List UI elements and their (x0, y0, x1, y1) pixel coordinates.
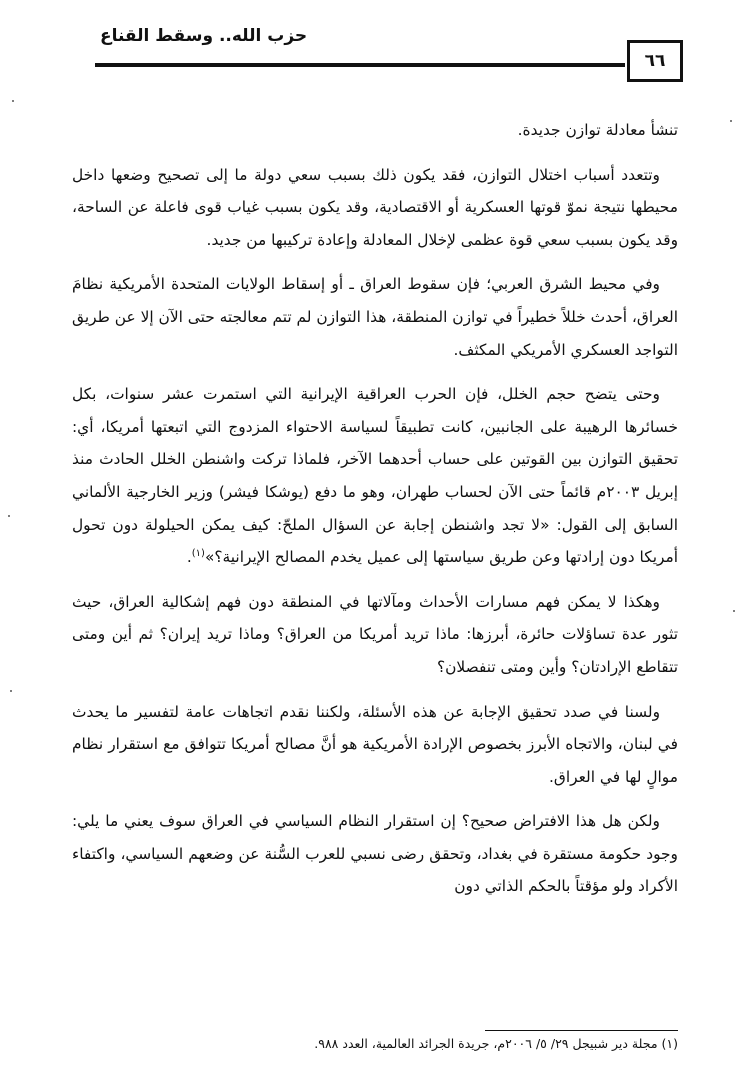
body-text (72, 114, 678, 915)
paragraph-4: وحتى يتضح حجم الخلل، فإن الحرب العراقية الإيرانية التي استمرت عشر سنوات، بكل خسائرها الرهيبة على الجانبين، كانت تطبيقاً لسياسة الاحتواء المزدوج التي اتبعتها أمريكا، أي: تحقيق التوازن بين القوتين على حساب أحدهما الآخر، فلماذا تركت واشنطن الخلل الحادث منذ إبريل ٢٠٠٣م قائماً حتى الآن لحساب طهران، وهو ما دفع (يوشكا فيشر) وزير الخارجية الألماني السابق إلى القول: «لا تجد واشنطن إجابة عن السؤال الملحّ: كيف يمكن الحيلولة دون تحول أمريكا دون إرادتها وعن طريق سياستها إلى عميل يخدم المصالح الإيرانية؟»$^{(١)}$. (72, 385, 678, 567)
scan-speck (10, 690, 12, 692)
scan-speck (730, 120, 732, 122)
scan-speck (8, 515, 10, 517)
paragraph-6: ولسنا في صدد تحقيق الإجابة عن هذه الأسئلة، ولكننا نقدم اتجاهات عامة لتفسير ما يحدث في لبنان، والاتجاه الأبرز بخصوص الإرادة الأمريكية هو أنَّ مصالح أمريكا تتوافق مع استقرار نظام موالٍ لها في العراق. (72, 702, 678, 786)
paragraph-1: تنشأ معادلة توازن جديدة. (517, 121, 678, 139)
footnote-marker: (١) (191, 548, 205, 559)
header-rule (95, 63, 625, 67)
scan-speck (12, 100, 14, 102)
paragraph-7: ولكن هل هذا الافتراض صحيح؟ إن استقرار النظام السياسي في العراق سوف يعني ما يلي: وجود حكومة مستقرة في بغداد، وتحقق رضى نسبي للعرب السُّنة عن وضعهم السياسي، واكتفاء الأكراد ولو مؤقتاً بالحكم الذاتي دون (72, 812, 678, 896)
paragraph-3: وفي محيط الشرق العربي؛ فإن سقوط العراق ـ أو إسقاط الولايات المتحدة الأمريكية نظامَ العراق، أحدث خللاً خطيراً في توازن المنطقة، هذا التوازن لم تتم معالجته حتى الآن إلا عن طريق التواجد العسكري الأمريكي المكثف. (72, 275, 678, 359)
page-number: ٦٦ (627, 40, 683, 82)
footnote-rule (485, 1030, 678, 1031)
paragraph-4-text: وحتى يتضح حجم الخلل، فإن الحرب العراقية الإيرانية التي استمرت عشر سنوات، بكل خسائرها الرهيبة على الجانبين، كانت تطبيقاً لسياسة الاحتواء المزدوج التي اتبعتها أمريكا، أي: تحقيق التوازن بين القوتين على حساب أحدهما الآخر، فلماذا تركت واشنطن الخلل الحادث منذ إبريل ٢٠٠٣م قائماً حتى الآن لحساب طهران، وهو ما دفع (يوشكا فيشر) وزير الخارجية الألماني السابق إلى القول: «لا تجد واشنطن إجابة عن السؤال الملحّ: كيف يمكن الحيلولة دون تحول أمريكا دون إرادتها وعن طريق سياستها إلى عميل يخدم المصالح الإيرانية؟» (72, 385, 678, 567)
footnote: (١) مجلة دير شبيجل ٢٩/ ٥/ ٢٠٠٦م، جريدة الجرائد العالمية، العدد ٩٨٨. (314, 1036, 678, 1051)
book-title: حزب الله.. وسقط القناع (100, 26, 308, 46)
paragraph-2: وتتعدد أسباب اختلال التوازن، فقد يكون ذلك بسبب سعي دولة ما إلى تصحيح وضعها داخل محيطها نتيجة نموّ قوتها العسكرية أو الاقتصادية، وقد يكون بسبب غياب قوى فاعلة عن الساحة، وقد يكون بسبب سعي قوة عظمى لإخلال المعادلة وإعادة تركيبها من جديد. (72, 165, 678, 249)
paragraph-5: وهكذا لا يمكن فهم مسارات الأحداث ومآلاتها في المنطقة دون فهم إشكالية العراق، حيث تثور عدة تساؤلات حائرة، أبرزها: ماذا تريد أمريكا من العراق؟ وماذا تريد إيران؟ ثم أين ومتى تتقاطع الإرادتان؟ وأين ومتى تنفصلان؟ (72, 592, 678, 676)
scan-speck (733, 610, 735, 612)
